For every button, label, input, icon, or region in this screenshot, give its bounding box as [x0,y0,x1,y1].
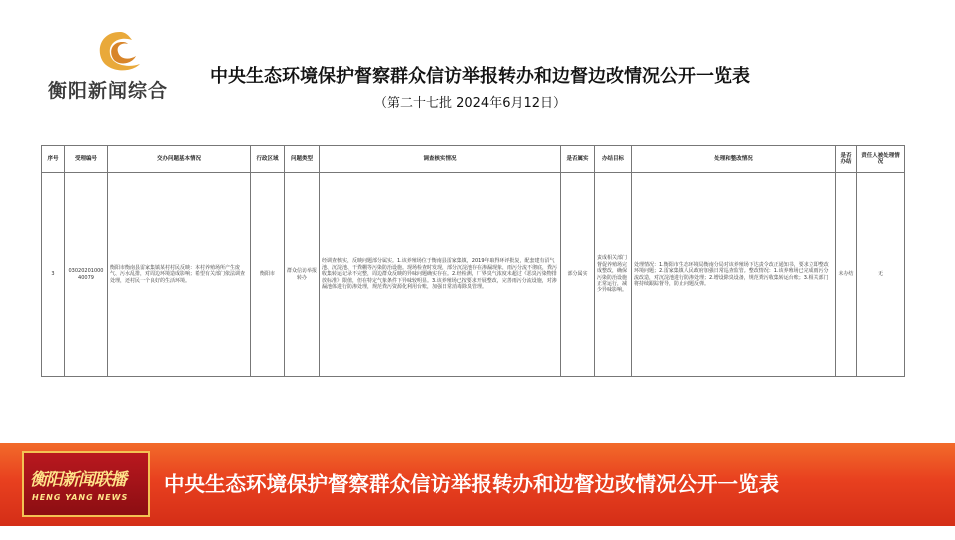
news-lower-third [0,443,955,526]
header-completed: 是否办结 [836,146,857,173]
cell-completed: 未办结 [836,173,857,377]
header-region: 行政区域 [251,146,285,173]
channel-logo-text: 衡阳新闻综合 [48,80,169,102]
program-logo-en: HENG YANG NEWS [32,493,129,502]
cell-accountability: 无 [857,173,905,377]
cell-index: 3 [42,173,65,377]
cell-investigation: 经调查核实，反映问题部分属实。1.该养殖场位于衡南县雷家集镇，2019年取得环评批复，配套建有沼气池、沉淀池、干粪棚等污染防治设施。现场检查时发现，部分沉淀池存在渗漏现象，雨污分流不彻底，粪污收集转运记录不完整，周边群众反映的异味问题确实存在。2.经检测，厂界臭气浓度未超过《恶臭污染物排放标准》限值，但在特定气象条件下异味较明显。3.该养殖场已按要求开展整改，完善雨污分流设施，对渗漏池体进行防渗处理，规范粪污资源化利用台账，加强日常消毒除臭管理。 [320,173,561,377]
header-goal: 办结目标 [595,146,632,173]
cell-rectification: 处理情况：1.衡阳市生态环境局衡南分局对该养殖场下达责令改正通知书，要求立即整改环境问题；2.雷家集镇人民政府加强日常巡查监管。整改情况：1.该养殖场已完成雨污分流改造，对沉淀池进行防渗处理；2.增设除臭设备，规范粪污收集转运台账；3.相关部门将持续跟踪督导，防止问题反弹。 [632,173,836,377]
header-issue: 交办问题基本情况 [108,146,251,173]
swirl-logo-icon [90,28,150,76]
disclosure-table [41,145,905,377]
header-rectification: 处理和整改情况 [632,146,836,173]
header-investigation: 调查核实情况 [320,146,561,173]
program-logo-cn: 衡阳新闻联播 [30,470,126,490]
lower-third-caption: 中央生态环境保护督察群众信访举报转办和边督边改情况公开一览表 [164,472,779,496]
header-index: 序号 [42,146,65,173]
document-title: 中央生态环境保护督察群众信访举报转办和边督边改情况公开一览表 [210,66,750,87]
cell-verified: 部分属实 [561,173,595,377]
table-header-row [42,146,905,173]
program-logo [22,451,150,517]
header-verified: 是否属实 [561,146,595,173]
table-row [42,173,905,377]
header-type: 问题类型 [285,146,320,173]
cell-case-no: 0302020100040079 [65,173,108,377]
bottom-strip [0,526,955,540]
cell-goal: 责成相关部门督促养殖场完成整改，确保污染防治设施正常运行，减少异味影响。 [595,173,632,377]
cell-type: 群众信访举报转办 [285,173,320,377]
document-subtitle: （第二十七批 2024年6月12日） [373,96,567,111]
header-case-no: 受理编号 [65,146,108,173]
cell-issue: 衡阳市衡南县雷家集镇某村村民反映：本村养殖场所产生废气、污水乱排，对周边环境造成影响；希望有关部门依法调查处理，还村民一个良好的生活环境。 [108,173,251,377]
header-accountability: 责任人被处理情况 [857,146,905,173]
cell-region: 衡阳市 [251,173,285,377]
